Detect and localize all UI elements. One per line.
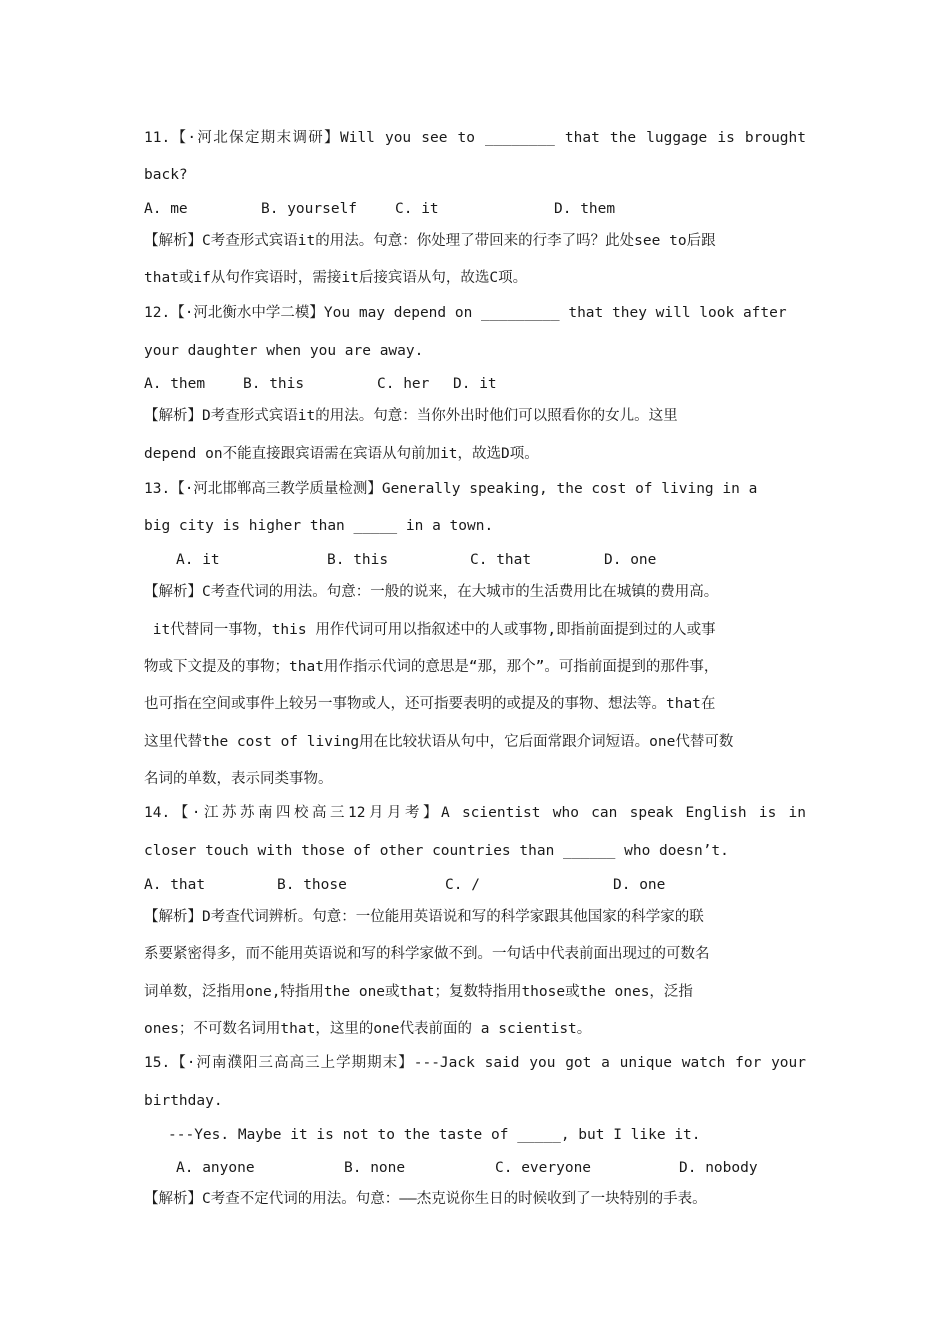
question-14-analysis-line: 系要紧密得多，而不能用英语说和写的科学家做不到。一句话中代表前面出现过的可数名 bbox=[144, 946, 710, 962]
question-15-stem-cont: birthday. bbox=[144, 1093, 223, 1109]
question-13-stem-cont: big city is higher than _____ in a town. bbox=[144, 518, 494, 534]
question-13-stem: 13.【·河北邯郸高三教学质量检测】Generally speaking, the cost of living in a bbox=[144, 481, 758, 497]
question-12-stem: 12.【·河北衡水中学二模】You may depend on _________ that they will look after bbox=[144, 305, 787, 321]
option-d: D. them bbox=[554, 201, 616, 217]
question-13-analysis-line: 物或下文提及的事物；that用作指示代词的意思是“那，那个”。可指前面提到的那件事， bbox=[144, 659, 719, 675]
option-b: B. this bbox=[243, 376, 305, 392]
question-11-options bbox=[144, 199, 615, 219]
question-13-analysis-line: 名词的单数，表示同类事物。 bbox=[144, 771, 333, 787]
question-12-analysis-line: 【解析】D考查形式宾语it的用法。句意：当你外出时他们可以照看你的女儿。这里 bbox=[144, 408, 678, 424]
question-12-analysis-line: depend on不能直接跟宾语需在宾语从句前加it，故选D项。 bbox=[144, 446, 539, 462]
option-a: A. me bbox=[144, 201, 188, 217]
option-c: C. everyone bbox=[495, 1160, 592, 1176]
option-a: A. them bbox=[144, 376, 206, 392]
question-14-analysis-line: 【解析】D考查代词辨析。句意：一位能用英语说和写的科学家跟其他国家的科学家的联 bbox=[144, 909, 704, 925]
option-c: C. her bbox=[377, 376, 430, 392]
question-11-stem-cont: back? bbox=[144, 167, 188, 183]
question-11-analysis-line: that或if从句作宾语时，需接it后接宾语从句，故选C项。 bbox=[144, 270, 528, 286]
question-13-analysis-line: 也可指在空间或事件上较另一事物或人，还可指要表明的或提及的事物、想法等。that在 bbox=[144, 696, 716, 712]
question-11-analysis-line: 【解析】C考查形式宾语it的用法。句意：你处理了带回来的行李了吗？此处see to后跟 bbox=[144, 233, 716, 249]
question-15-options bbox=[176, 1158, 758, 1178]
option-b: B. this bbox=[327, 552, 389, 568]
option-a: A. anyone bbox=[176, 1160, 255, 1176]
question-15-stem: 15.【·河南濮阳三高高三上学期期末】---Jack said you got a unique watch for your bbox=[144, 1055, 806, 1071]
question-14-stem-cont: closer touch with those of other countries than ______ who doesn’t. bbox=[144, 843, 729, 859]
option-c: C. that bbox=[470, 552, 532, 568]
question-13-analysis-line: it代替同一事物，this 用作代词可用以指叙述中的人或事物,即指前面提到过的人或事 bbox=[144, 622, 716, 638]
option-d: D. one bbox=[604, 552, 657, 568]
question-12-stem-cont: your daughter when you are away. bbox=[144, 343, 424, 359]
question-13-analysis-line: 【解析】C考查代词的用法。句意：一般的说来，在大城市的生活费用比在城镇的费用高。 bbox=[144, 584, 719, 600]
option-a: A. that bbox=[144, 877, 206, 893]
option-b: B. those bbox=[277, 877, 347, 893]
question-13-analysis-line: 这里代替the cost of living用在比较状语从句中，它后面常跟介词短语。one代替可数 bbox=[144, 734, 734, 750]
question-12-options bbox=[144, 374, 497, 394]
option-b: B. none bbox=[344, 1160, 406, 1176]
question-13-options bbox=[176, 550, 656, 570]
option-d: D. it bbox=[453, 376, 497, 392]
question-14-stem: 14.【·江苏苏南四校高三12月月考】A scientist who can speak English is in bbox=[144, 805, 806, 821]
question-14-analysis-line: ones；不可数名词用that，这里的one代表前面的 a scientist。 bbox=[144, 1021, 592, 1037]
question-14-analysis-line: 词单数，泛指用one,特指用the one或that；复数特指用those或the ones，泛指 bbox=[144, 984, 693, 1000]
option-c: C. it bbox=[395, 201, 439, 217]
question-15-analysis-line: 【解析】C考查不定代词的用法。句意：——杰克说你生日的时候收到了一块特别的手表。 bbox=[144, 1191, 707, 1207]
question-15-dialogue-reply: ---Yes. Maybe it is not to the taste of _____, but I like it. bbox=[168, 1127, 701, 1143]
option-d: D. nobody bbox=[679, 1160, 758, 1176]
question-14-options bbox=[144, 875, 665, 895]
option-a: A. it bbox=[176, 552, 220, 568]
option-d: D. one bbox=[613, 877, 666, 893]
option-b: B. yourself bbox=[261, 201, 358, 217]
question-11-stem: 11.【·河北保定期末调研】Will you see to ________ that the luggage is brought bbox=[144, 130, 806, 146]
option-c: C. / bbox=[445, 877, 480, 893]
